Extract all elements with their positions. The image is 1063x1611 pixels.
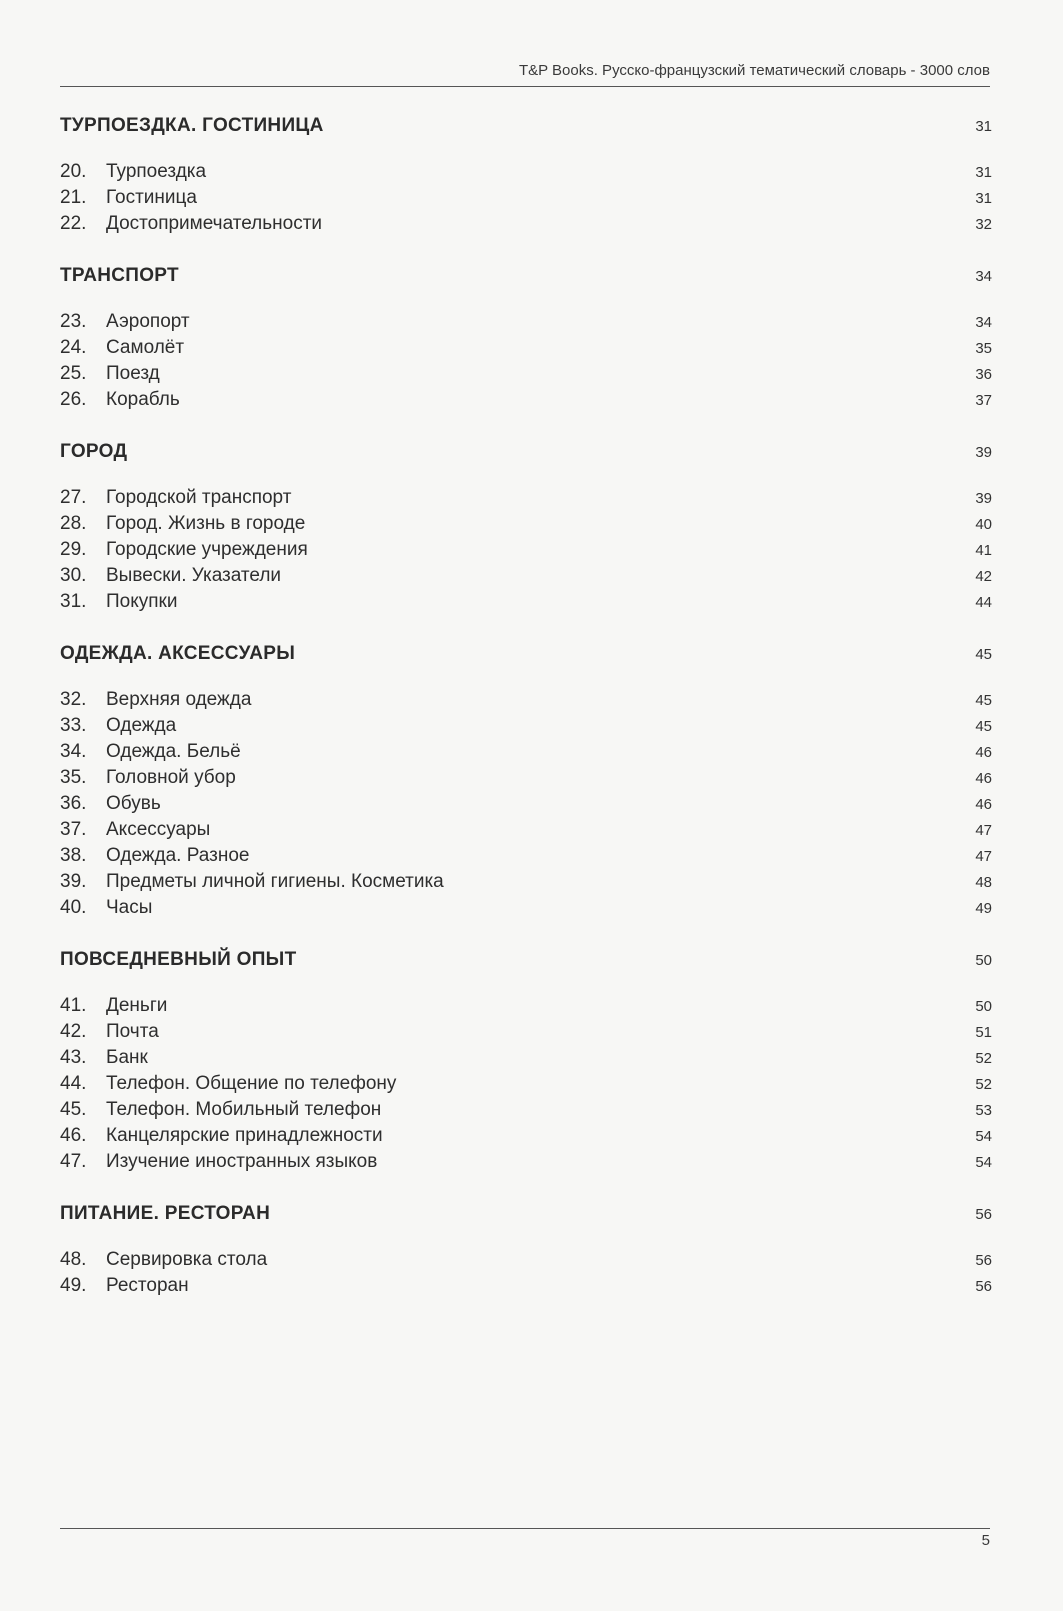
- entry-page: 56: [975, 1252, 992, 1269]
- entry-title: Самолёт: [106, 337, 185, 358]
- entry-title: Головной убор: [106, 767, 236, 788]
- entry-page: 36: [975, 366, 992, 383]
- entry-page: 37: [975, 392, 992, 409]
- entry-title: Канцелярские принадлежности: [106, 1125, 383, 1146]
- toc-entry: [60, 309, 992, 335]
- entry-title: Изучение иностранных языков: [106, 1151, 378, 1172]
- entry-title: Телефон. Общение по телефону: [106, 1073, 397, 1094]
- section-page: 34: [975, 268, 992, 285]
- toc-section: [60, 949, 992, 1175]
- toc-entry: [60, 791, 992, 817]
- toc-entry: [60, 713, 992, 739]
- section-page: 56: [975, 1206, 992, 1223]
- entry-title: Ресторан: [106, 1275, 189, 1296]
- toc-entry: [60, 387, 992, 413]
- entry-number: 32.: [60, 689, 87, 710]
- section-page: 39: [975, 444, 992, 461]
- toc-section: [60, 643, 992, 921]
- section-title: ГОРОД: [60, 441, 128, 462]
- section-heading: [60, 949, 992, 971]
- entry-page: 52: [975, 1050, 992, 1067]
- entry-page: 41: [975, 542, 992, 559]
- entry-title: Городской транспорт: [106, 487, 292, 508]
- section-page: 45: [975, 646, 992, 663]
- toc-entry: [60, 1149, 992, 1175]
- entry-title: Верхняя одежда: [106, 689, 252, 710]
- entry-title: Деньги: [106, 995, 168, 1016]
- entry-page: 51: [975, 1024, 992, 1041]
- section-page: 50: [975, 952, 992, 969]
- entry-number: 30.: [60, 565, 87, 586]
- entry-number: 33.: [60, 715, 87, 736]
- entry-title: Корабль: [106, 389, 180, 410]
- toc-entry: [60, 361, 992, 387]
- toc-section: [60, 441, 992, 615]
- entry-page: 54: [975, 1154, 992, 1171]
- entry-number: 20.: [60, 161, 87, 182]
- entry-number: 47.: [60, 1151, 87, 1172]
- entry-title: Покупки: [106, 591, 178, 612]
- section-title: ТУРПОЕЗДКА. ГОСТИНИЦА: [60, 115, 324, 136]
- toc-section: [60, 1203, 992, 1299]
- section-heading: [60, 115, 992, 137]
- entry-title: Поезд: [106, 363, 160, 384]
- section-heading: [60, 265, 992, 287]
- toc-entry: [60, 589, 992, 615]
- entry-page: 32: [975, 216, 992, 233]
- entry-page: 46: [975, 796, 992, 813]
- toc-entry: [60, 869, 992, 895]
- toc-entry: [60, 511, 992, 537]
- header-rule: [60, 86, 990, 87]
- entry-number: 46.: [60, 1125, 87, 1146]
- section-title: ПИТАНИЕ. РЕСТОРАН: [60, 1203, 271, 1224]
- entry-number: 36.: [60, 793, 87, 814]
- entry-page: 48: [975, 874, 992, 891]
- entry-title: Аксессуары: [106, 819, 211, 840]
- entry-title: Часы: [106, 897, 153, 918]
- toc-entry: [60, 1247, 992, 1273]
- entry-number: 22.: [60, 213, 87, 234]
- section-heading: [60, 643, 992, 665]
- entry-number: 24.: [60, 337, 87, 358]
- entry-number: 26.: [60, 389, 87, 410]
- toc-entry: [60, 1071, 992, 1097]
- entry-page: 46: [975, 770, 992, 787]
- entry-page: 35: [975, 340, 992, 357]
- entry-number: 49.: [60, 1275, 87, 1296]
- entry-page: 50: [975, 998, 992, 1015]
- entry-page: 44: [975, 594, 992, 611]
- page-number: 5: [981, 1532, 990, 1549]
- entry-number: 25.: [60, 363, 87, 384]
- entry-page: 45: [975, 692, 992, 709]
- entry-page: 52: [975, 1076, 992, 1093]
- entry-number: 42.: [60, 1021, 87, 1042]
- entry-page: 39: [975, 490, 992, 507]
- toc-entry: [60, 159, 992, 185]
- toc-entry: [60, 485, 992, 511]
- entry-page: 45: [975, 718, 992, 735]
- entry-page: 56: [975, 1278, 992, 1295]
- entry-page: 54: [975, 1128, 992, 1145]
- entry-page: 40: [975, 516, 992, 533]
- entry-page: 46: [975, 744, 992, 761]
- entry-number: 27.: [60, 487, 87, 508]
- toc-section: [60, 265, 992, 413]
- entry-page: 31: [975, 190, 992, 207]
- entry-number: 28.: [60, 513, 87, 534]
- toc-entry: [60, 335, 992, 361]
- toc-section: [60, 115, 992, 237]
- section-title: ТРАНСПОРТ: [60, 265, 179, 286]
- toc-entry: [60, 993, 992, 1019]
- section-heading: [60, 441, 992, 463]
- entry-number: 38.: [60, 845, 87, 866]
- toc-entry: [60, 765, 992, 791]
- toc-entry: [60, 817, 992, 843]
- toc-entry: [60, 843, 992, 869]
- entry-title: Городские учреждения: [106, 539, 308, 560]
- toc-entry: [60, 185, 992, 211]
- toc-entry: [60, 537, 992, 563]
- running-header: T&P Books. Русско-французский тематический словарь - 3000 слов: [518, 62, 990, 79]
- section-heading: [60, 1203, 992, 1225]
- toc-entry: [60, 739, 992, 765]
- toc-entry: [60, 895, 992, 921]
- section-title: ОДЕЖДА. АКСЕССУАРЫ: [60, 643, 296, 664]
- entry-number: 44.: [60, 1073, 87, 1094]
- toc-entry: [60, 1123, 992, 1149]
- entry-number: 39.: [60, 871, 87, 892]
- entry-page: 47: [975, 848, 992, 865]
- toc-entry: [60, 687, 992, 713]
- entry-number: 31.: [60, 591, 87, 612]
- entry-title: Сервировка стола: [106, 1249, 268, 1270]
- entry-title: Турпоездка: [106, 161, 207, 182]
- entry-title: Одежда: [106, 715, 177, 736]
- entry-title: Одежда. Бельё: [106, 741, 241, 762]
- toc-entry: [60, 1019, 992, 1045]
- entry-title: Банк: [106, 1047, 148, 1068]
- entry-page: 42: [975, 568, 992, 585]
- entry-page: 53: [975, 1102, 992, 1119]
- entry-title: Обувь: [106, 793, 161, 814]
- entry-title: Вывески. Указатели: [106, 565, 282, 586]
- entry-title: Предметы личной гигиены. Косметика: [106, 871, 444, 892]
- toc-entry: [60, 1097, 992, 1123]
- entry-number: 37.: [60, 819, 87, 840]
- entry-title: Одежда. Разное: [106, 845, 250, 866]
- entry-page: 49: [975, 900, 992, 917]
- toc-entry: [60, 211, 992, 237]
- toc-entry: [60, 1273, 992, 1299]
- entry-page: 47: [975, 822, 992, 839]
- entry-number: 45.: [60, 1099, 87, 1120]
- section-page: 31: [975, 118, 992, 135]
- entry-title: Достопримечательности: [106, 213, 323, 234]
- entry-number: 41.: [60, 995, 87, 1016]
- entry-title: Почта: [106, 1021, 159, 1042]
- entry-number: 29.: [60, 539, 87, 560]
- entry-number: 48.: [60, 1249, 87, 1270]
- entry-number: 34.: [60, 741, 87, 762]
- toc-entry: [60, 1045, 992, 1071]
- entry-title: Гостиница: [106, 187, 197, 208]
- table-of-contents: [60, 115, 992, 1327]
- entry-number: 35.: [60, 767, 87, 788]
- entry-title: Аэропорт: [106, 311, 190, 332]
- entry-title: Город. Жизнь в городе: [106, 513, 306, 534]
- entry-number: 43.: [60, 1047, 87, 1068]
- entry-title: Телефон. Мобильный телефон: [106, 1099, 382, 1120]
- footer-rule: [60, 1528, 990, 1529]
- entry-page: 34: [975, 314, 992, 331]
- entry-number: 23.: [60, 311, 87, 332]
- entry-number: 21.: [60, 187, 87, 208]
- entry-number: 40.: [60, 897, 87, 918]
- entry-page: 31: [975, 164, 992, 181]
- toc-entry: [60, 563, 992, 589]
- section-title: ПОВСЕДНЕВНЫЙ ОПЫТ: [60, 949, 297, 970]
